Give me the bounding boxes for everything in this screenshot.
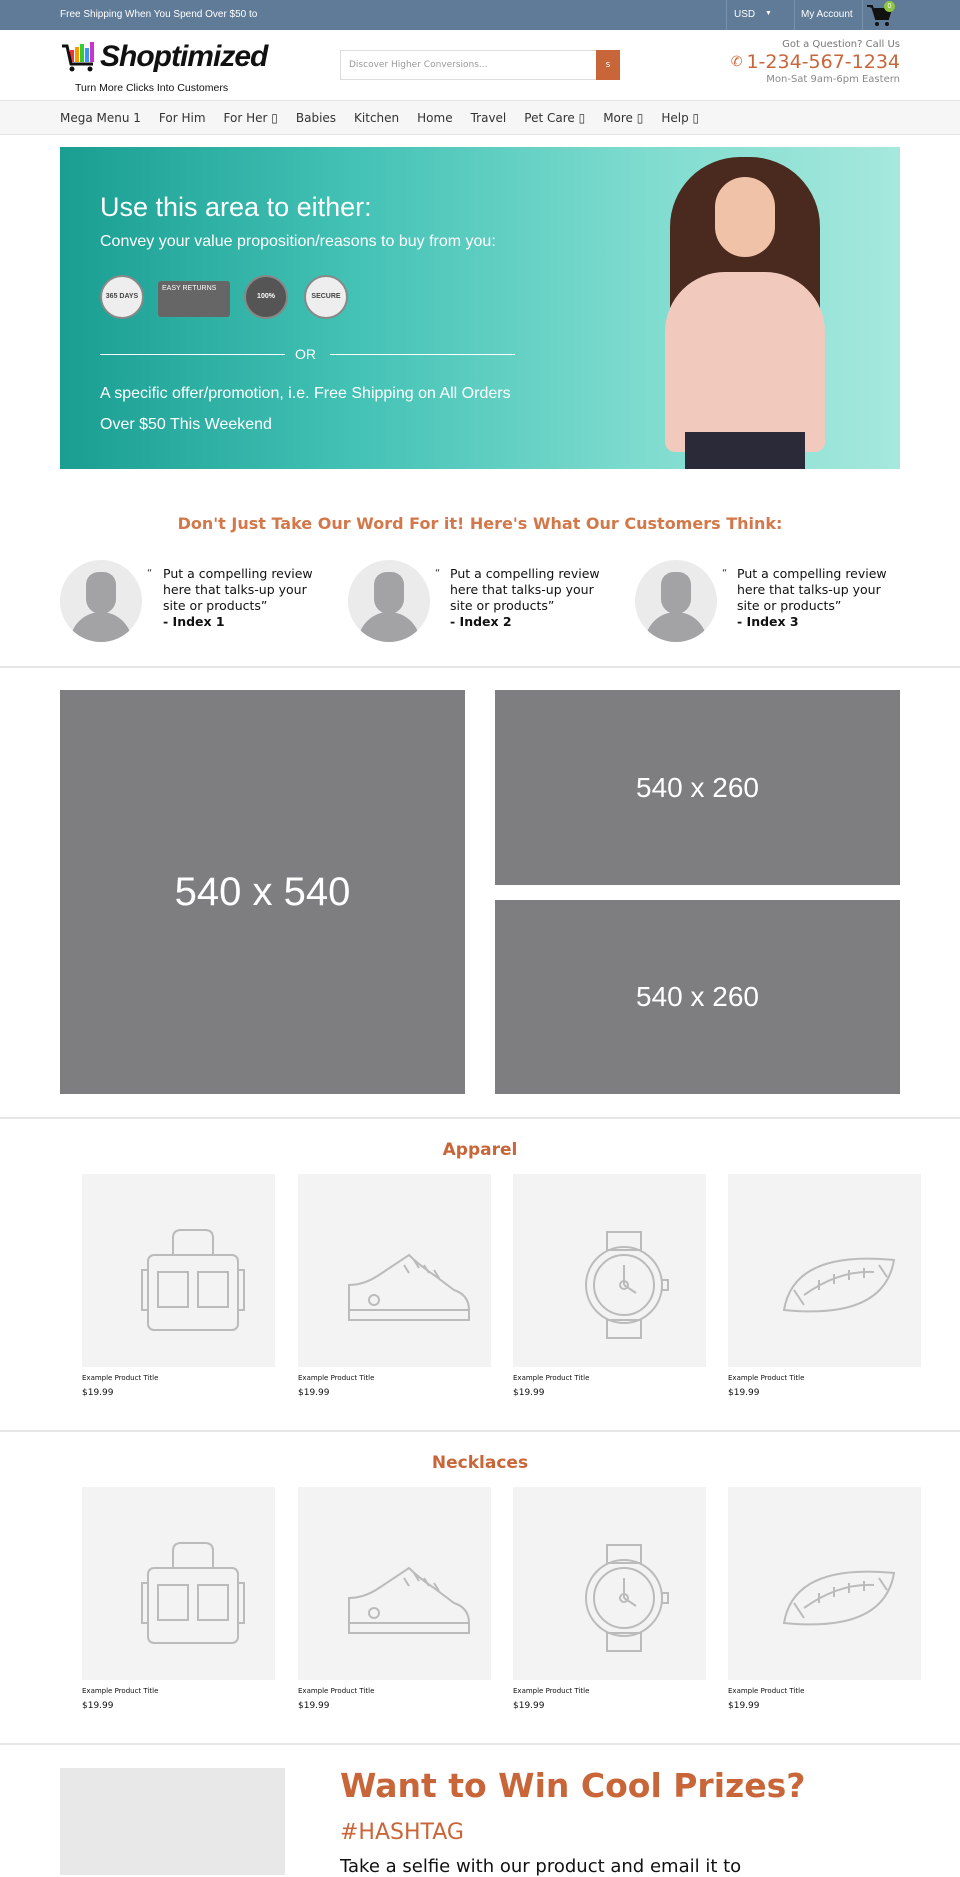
promo-large[interactable]: 540 x 540 (60, 690, 465, 1094)
business-hours: Mon-Sat 9am-6pm Eastern (766, 74, 900, 85)
promo-small-bottom[interactable]: 540 x 260 (495, 900, 900, 1094)
shoe-icon (334, 1210, 484, 1360)
product-image[interactable] (513, 1174, 706, 1367)
satisfaction-badge: 100% (244, 275, 288, 319)
collection-title: Necklaces (431, 1453, 529, 1473)
product-title[interactable]: Example Product Title (728, 1374, 805, 1382)
bag-icon (118, 1210, 268, 1360)
collection-title: Apparel (442, 1140, 518, 1160)
nav-item-for-him[interactable]: For Him (158, 110, 206, 125)
product-price: $19.99 (298, 1701, 330, 1711)
product-price: $19.99 (82, 1701, 114, 1711)
nav-item-babies[interactable]: Babies (295, 110, 337, 125)
product-title[interactable]: Example Product Title (298, 1687, 375, 1695)
hero-offer: A specific offer/promotion, i.e. Free Shipping on All Orders (100, 385, 511, 402)
product-price: $19.99 (728, 1701, 760, 1711)
section-divider (0, 1743, 960, 1745)
product-title[interactable]: Example Product Title (82, 1687, 159, 1695)
nav-item-travel[interactable]: Travel (470, 110, 507, 125)
nav-item-help[interactable]: Help ▯ (661, 110, 700, 125)
review-text: Put a compelling review here that talks-up your site or products” - Index 3 (737, 566, 887, 629)
watch-icon (549, 1210, 699, 1360)
section-divider (0, 1117, 960, 1119)
nav-item-home[interactable]: Home (417, 110, 453, 125)
product-title[interactable]: Example Product Title (513, 1687, 590, 1695)
logo-cart-icon (62, 42, 100, 70)
product-image[interactable] (82, 1174, 275, 1367)
chevron-down-icon[interactable]: ▼ (765, 10, 772, 17)
review-author: - Index 1 (163, 614, 225, 629)
top-bar (0, 0, 960, 30)
easy-returns-truck-icon: EASY RETURNS (158, 281, 230, 317)
football-icon (764, 1523, 914, 1673)
review-text: Put a compelling review here that talks-up your site or products” - Index 1 (163, 566, 313, 629)
product-title[interactable]: Example Product Title (513, 1374, 590, 1382)
quote-icon: “ (147, 568, 153, 579)
product-image[interactable] (728, 1174, 921, 1367)
nav-item-more[interactable]: More ▯ (603, 110, 644, 125)
avatar (60, 560, 142, 642)
nav-item-kitchen[interactable]: Kitchen (354, 110, 400, 125)
product-image[interactable] (728, 1487, 921, 1680)
main-nav (0, 100, 960, 135)
shipping-notice: Free Shipping When You Spend Over $50 to (60, 9, 258, 20)
nav-item-mega-menu[interactable]: Mega Menu 1 (60, 110, 141, 125)
money-back-badge: 365 DAYS (100, 275, 144, 319)
contest-text: Take a selfie with our product and email it to (340, 1856, 742, 1877)
tagline: Turn More Clicks Into Customers (75, 82, 229, 94)
product-title[interactable]: Example Product Title (298, 1374, 375, 1382)
review-author: - Index 2 (450, 614, 512, 629)
divider (794, 0, 795, 30)
reviews-heading: Don't Just Take Our Word For it! Here's What Our Customers Think: (177, 514, 783, 533)
logo[interactable]: Shoptimized (100, 40, 268, 73)
product-price: $19.99 (298, 1388, 330, 1398)
currency-select[interactable]: USD (734, 9, 756, 20)
contact-block (731, 38, 900, 86)
product-price: $19.99 (82, 1388, 114, 1398)
divider (330, 354, 515, 355)
review-text: Put a compelling review here that talks-up your site or products” - Index 2 (450, 566, 600, 629)
cart-count-badge: 0 (884, 1, 895, 12)
secure-badge: SECURE (304, 275, 348, 319)
contest-heading: Want to Win Cool Prizes? (340, 1766, 806, 1805)
product-image[interactable] (298, 1487, 491, 1680)
search-button[interactable]: s (596, 50, 620, 80)
search-input[interactable]: Discover Higher Conversions... (340, 50, 620, 80)
phone-number[interactable]: 1-234-567-1234 (746, 51, 900, 73)
divider (862, 0, 863, 30)
section-divider (0, 1430, 960, 1432)
quote-icon: “ (435, 568, 441, 579)
bag-icon (118, 1523, 268, 1673)
product-price: $19.99 (728, 1388, 760, 1398)
review-author: - Index 3 (737, 614, 799, 629)
product-title[interactable]: Example Product Title (728, 1687, 805, 1695)
contest-image (60, 1768, 285, 1875)
nav-item-for-her[interactable]: For Her ▯ (223, 110, 278, 125)
divider (726, 0, 727, 30)
product-price: $19.99 (513, 1701, 545, 1711)
avatar (635, 560, 717, 642)
hero-offer-cont: Over $50 This Weekend (100, 416, 272, 433)
hero-subheading: Convey your value proposition/reasons to buy from you: (100, 233, 496, 250)
product-image[interactable] (298, 1174, 491, 1367)
avatar (348, 560, 430, 642)
section-divider (0, 666, 960, 668)
promo-small-top[interactable]: 540 x 260 (495, 690, 900, 885)
cart-button[interactable] (866, 3, 896, 27)
contest-hashtag: #HASHTAG (340, 1820, 464, 1845)
model-image (630, 147, 900, 469)
hero-banner[interactable] (60, 147, 900, 469)
phone-icon: ✆ (730, 54, 743, 70)
divider (100, 354, 285, 355)
contact-question: Got a Question? Call Us (782, 39, 900, 50)
nav-item-pet-care[interactable]: Pet Care ▯ (524, 110, 586, 125)
product-price: $19.99 (513, 1388, 545, 1398)
football-icon (764, 1210, 914, 1360)
my-account-link[interactable]: My Account (801, 9, 853, 20)
product-image[interactable] (513, 1487, 706, 1680)
hero-or: OR (295, 346, 316, 362)
hero-heading: Use this area to either: (100, 192, 372, 222)
product-title[interactable]: Example Product Title (82, 1374, 159, 1382)
watch-icon (549, 1523, 699, 1673)
product-image[interactable] (82, 1487, 275, 1680)
quote-icon: “ (722, 568, 728, 579)
shoe-icon (334, 1523, 484, 1673)
